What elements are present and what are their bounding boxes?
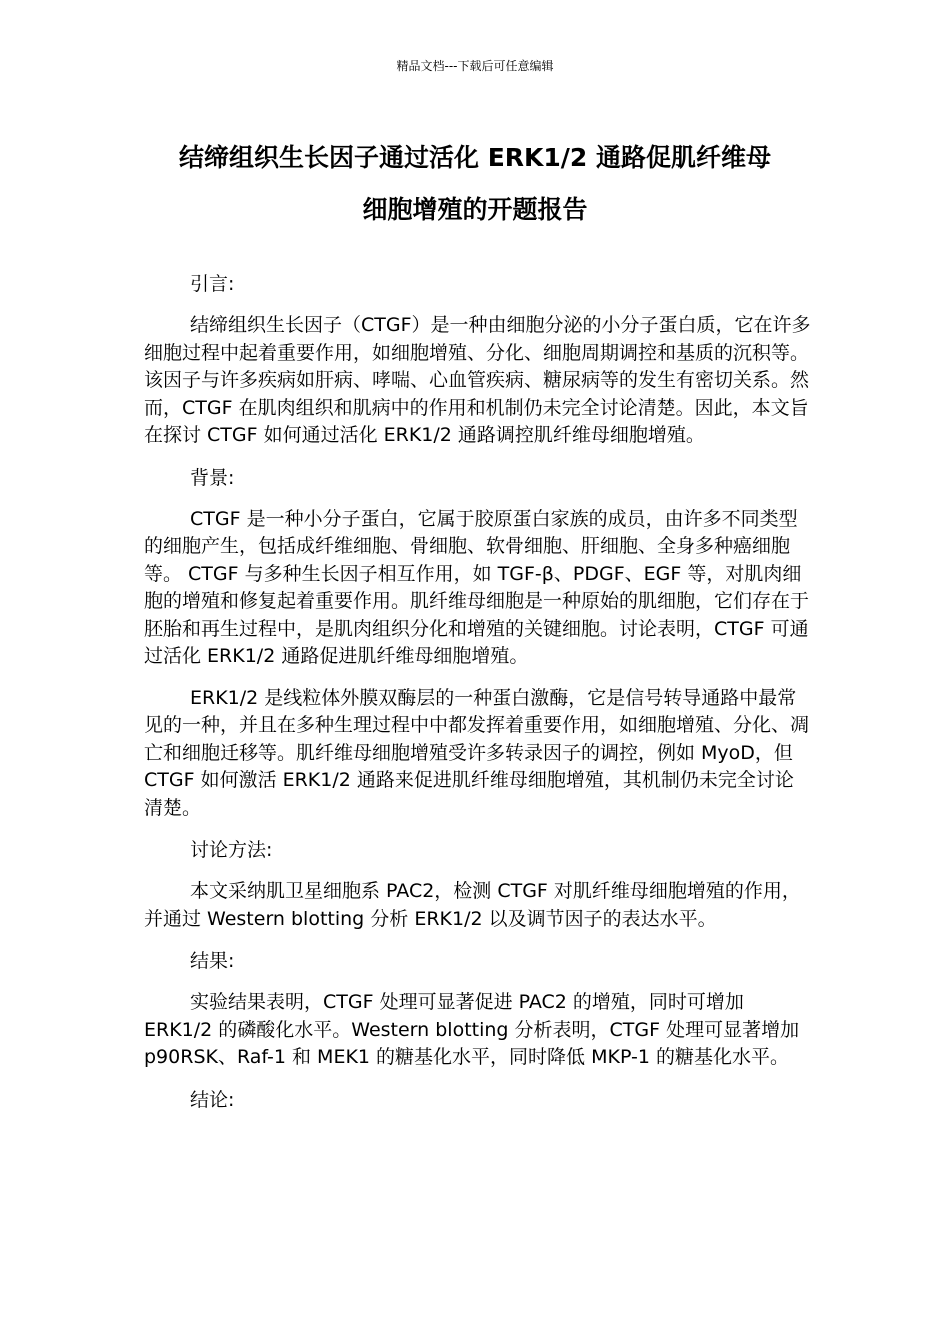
- section-results: [144, 947, 812, 1072]
- section-methods: [144, 836, 812, 933]
- section-heading: 讨论方法:: [190, 839, 273, 861]
- paragraph: 本文采纳肌卫星细胞系 PAC2，检测 CTGF 对肌纤维母细胞增殖的作用，并通过 Western blotting 分析 ERK1/2 以及调节因子的表达水平。: [144, 880, 801, 930]
- document-body: [144, 270, 812, 1128]
- paragraph: CTGF 是一种小分子蛋白，它属于胶原蛋白家族的成员，由许多不同类型的细胞产生，包括成纤维细胞、骨细胞、软骨细胞、肝细胞、全身多种癌细胞等。 CTGF 与多种生长因子相互作用，如 TGF-β、PDGF、EGF 等，对肌肉细胞的增殖和修复起着重要作用。肌纤维母细胞是一种原始的肌细胞，它们存在于胚胎和再生过程中，是肌肉组织分化和增殖的关键细胞。讨论表明，CTGF 可通过活化 ERK1/2 通路促进肌纤维母细胞增殖。: [144, 507, 810, 667]
- paragraph: 结缔组织生长因子（CTGF）是一种由细胞分泌的小分子蛋白质，它在许多细胞过程中起着重要作用，如细胞增殖、分化、细胞周期调控和基质的沉积等。该因子与许多疾病如肝病、哮喘、心血管疾病、糖尿病等的发生有密切关系。然而，CTGF 在肌肉组织和肌病中的作用和机制仍未完全讨论清楚。因此，本文旨在探讨 CTGF 如何通过活化 ERK1/2 通路调控肌纤维母细胞增殖。: [144, 314, 811, 446]
- page-header: 精品文档---下载后可任意编辑: [396, 59, 554, 73]
- section-background: [144, 464, 812, 823]
- paragraph: 实验结果表明，CTGF 处理可显著促进 PAC2 的增殖，同时可增加 ERK1/2 的磷酸化水平。Western blotting 分析表明，CTGF 处理可显著增加 p90RSK、Raf-1 和 MEK1 的糖基化水平，同时降低 MKP-1 的糖基化水平。: [144, 991, 800, 1068]
- section-heading: 结果:: [190, 950, 235, 972]
- document-title: [130, 132, 820, 236]
- section-heading: 引言:: [190, 273, 235, 295]
- section-heading: 结论:: [190, 1088, 235, 1111]
- document-title-line-1: 结缔组织生长因子通过活化 ERK1/2 通路促肌纤维母: [178, 143, 772, 172]
- section-heading: 背景:: [190, 466, 235, 489]
- section-conclusion: [144, 1086, 812, 1114]
- paragraph: ERK1/2 是线粒体外膜双酶层的一种蛋白激酶，它是信号转导通路中最常见的一种，并且在多种生理过程中中都发挥着重要作用，如细胞增殖、分化、凋亡和细胞迁移等。肌纤维母细胞增殖受许多转录因子的调控，例如 MyoD，但 CTGF 如何激活 ERK1/2 通路来促进肌纤维母细胞增殖，其机制仍未完全讨论清楚。: [144, 686, 810, 819]
- section-introduction: [144, 270, 812, 450]
- document-title-line-2: 细胞增殖的开题报告: [362, 195, 588, 224]
